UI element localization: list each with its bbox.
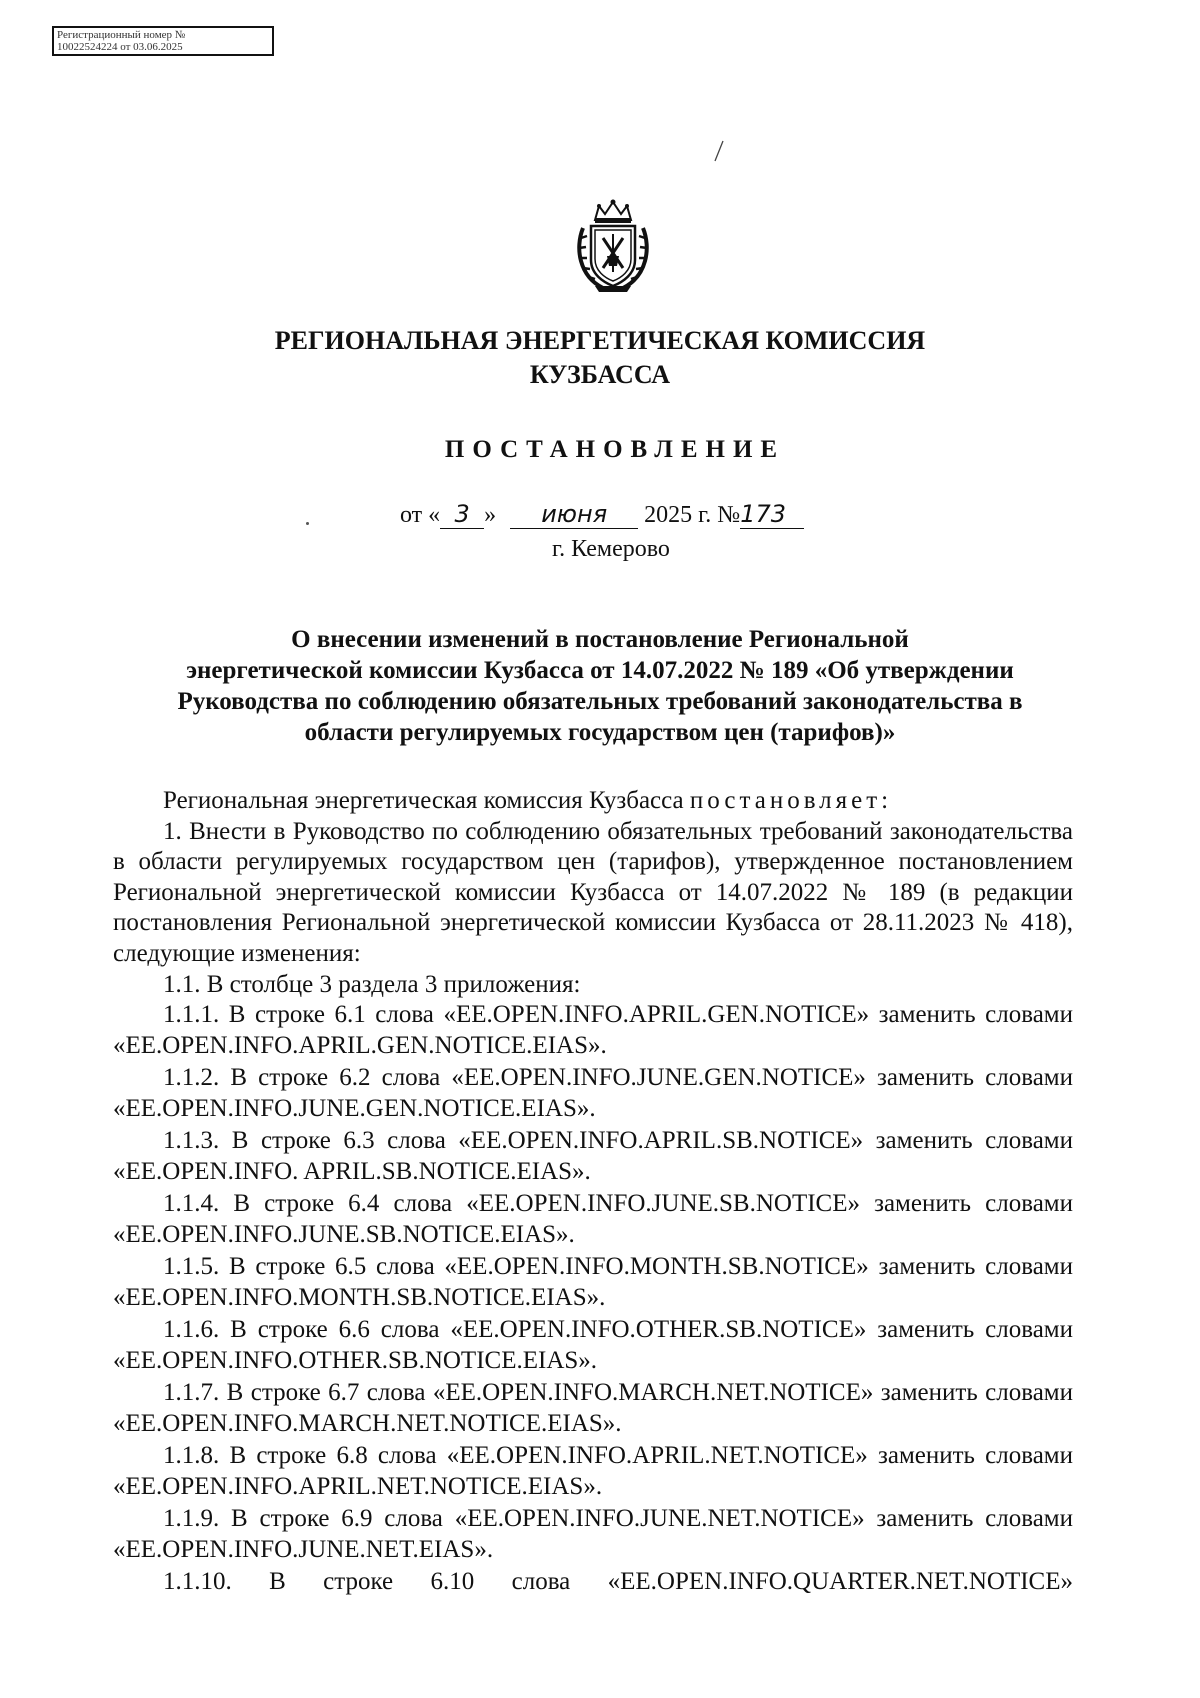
organization-name-line1: РЕГИОНАЛЬНАЯ ЭНЕРГЕТИЧЕСКАЯ КОМИССИЯ [274,326,926,355]
paragraph-1-1: 1.1. В столбце 3 раздела 3 приложения: [163,970,581,998]
document-type: ПОСТАНОВЛЕНИЕ [444,436,786,463]
date-mid: » [484,502,497,528]
document-subject [100,624,1100,748]
intro-decree-word: постановляет: [689,787,893,814]
list-item: 1.1.2. В строке 6.2 слова «EE.OPEN.INFO.JUNE.GEN.NOTICE» заменить словами «EE.OPEN.INFO.JUNE.GEN.NOTICE.EIAS». [113,1064,1073,1122]
registration-stamp [52,26,274,56]
list-item: 1.1.1. В строке 6.1 слова «EE.OPEN.INFO.APRIL.GEN.NOTICE» заменить словами «EE.OPEN.INFO.APRIL.GEN.NOTICE.EIAS». [113,1001,1073,1059]
date-prefix: от « [400,502,441,528]
paragraph-1: 1. Внести в Руководство по соблюдению обязательных требований законодательства в области регулируемых государством цен (тарифов), утвержденное постановлением Региональной энергетической комиссии Кузбасса от 14.07.2022 № 189 (в редакции постановления Региональной энергетической комиссии Кузбасса от 28.11.2023 № 418), следующие изменения: [113,817,1073,967]
list-item: 1.1.7. В строке 6.7 слова «EE.OPEN.INFO.MARCH.NET.NOTICE» заменить словами «EE.OPEN.INFO.MARCH.NET.NOTICE.EIAS». [113,1379,1073,1437]
list-item: 1.1.3. В строке 6.3 слова «EE.OPEN.INFO.APRIL.SB.NOTICE» заменить словами «EE.OPEN.INFO. APRIL.SB.NOTICE.EIAS». [113,1127,1073,1185]
pen-mark-icon [712,140,726,162]
decree-intro [113,786,1073,817]
list-item: 1.1.8. В строке 6.8 слова «EE.OPEN.INFO.APRIL.NET.NOTICE» заменить словами «EE.OPEN.INFO.APRIL.NET.NOTICE.EIAS». [113,1442,1073,1500]
subject-line4: области регулируемых государством цен (тарифов)» [304,719,896,746]
registration-number: 10022524224 от 03.06.2025 [57,41,183,53]
coat-of-arms-icon [573,198,653,294]
handwritten-month: июня [510,500,638,529]
organization-title [0,324,1200,392]
handwritten-day: 3 [440,500,484,529]
list-item: 1.1.9. В строке 6.9 слова «EE.OPEN.INFO.JUNE.NET.NOTICE» заменить словами «EE.OPEN.INFO.JUNE.NET.EIAS». [113,1505,1073,1563]
paragraph-last-line: 1.1.10. В строке 6.10 слова «EE.OPEN.INFO.QUARTER.NET.NOTICE» [163,1568,1073,1596]
city-name: г. Кемерово [552,536,670,562]
list-item: 1.1.4. В строке 6.4 слова «EE.OPEN.INFO.JUNE.SB.NOTICE» заменить словами «EE.OPEN.INFO.JUNE.SB.NOTICE.EIAS». [113,1190,1073,1248]
list-item: 1.1.5. В строке 6.5 слова «EE.OPEN.INFO.MONTH.SB.NOTICE» заменить словами «EE.OPEN.INFO.MONTH.SB.NOTICE.EIAS». [113,1253,1073,1311]
document-body [113,786,1073,1598]
scan-speck [306,522,309,525]
intro-text: Региональная энергетическая комиссия Кузбасса [163,787,690,814]
organization-name-line2: КУЗБАССА [529,360,671,389]
date-year-number-label: 2025 г. № [644,502,741,528]
handwritten-number: 173 [740,500,804,529]
date-number-line [400,500,804,529]
list-item: 1.1.6. В строке 6.6 слова «EE.OPEN.INFO.OTHER.SB.NOTICE» заменить словами «EE.OPEN.INFO.OTHER.SB.NOTICE.EIAS». [113,1316,1073,1374]
subject-line3: Руководства по соблюдению обязательных требований законодательства в [177,688,1023,715]
subject-line1: О внесении изменений в постановление Региональной [291,626,909,653]
subject-line2: энергетической комиссии Кузбасса от 14.07.2022 № 189 «Об утверждении [186,657,1014,684]
registration-label: Регистрационный номер № [57,29,186,41]
